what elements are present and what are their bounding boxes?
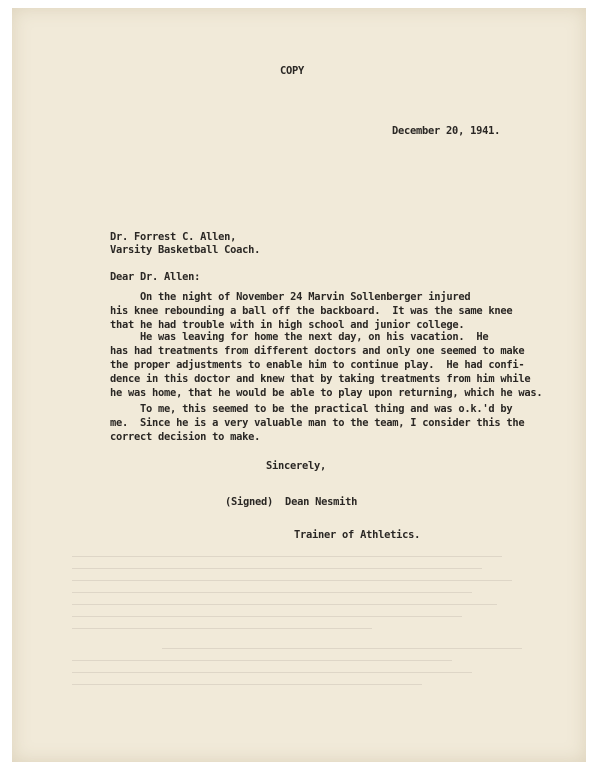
salutation: Dear Dr. Allen: — [110, 271, 201, 283]
paragraph-line: On the night of November 24 Marvin Sollenberger injured — [110, 291, 471, 303]
paragraph-line: me. Since he is a very valuable man to the team, I consider this the — [110, 417, 525, 429]
signature-line: (Signed) Dean Nesmith — [225, 496, 358, 508]
paragraph-line: his knee rebounding a ball off the backboard. It was the same knee — [110, 305, 513, 317]
paragraph-line: the proper adjustments to enable him to continue play. He had confi- — [110, 359, 525, 371]
letter-date: December 20, 1941. — [392, 125, 501, 137]
paragraph-line: that he had trouble with in high school and junior college. — [110, 319, 465, 331]
paragraph-line: To me, this seemed to be the practical thing and was o.k.'d by — [110, 403, 513, 415]
paragraph-line: He was leaving for home the next day, on his vacation. He — [110, 331, 489, 343]
recipient-name: Dr. Forrest C. Allen, — [110, 231, 237, 243]
letter-page — [12, 8, 586, 762]
paragraph-line: he was home, that he would be able to play upon returning, which he was. — [110, 387, 543, 399]
closing: Sincerely, — [266, 460, 327, 472]
recipient-title: Varsity Basketball Coach. — [110, 244, 261, 256]
paragraph-line: correct decision to make. — [110, 431, 261, 443]
copy-label: COPY — [280, 65, 305, 77]
paragraph-line: dence in this doctor and knew that by taking treatments from him while — [110, 373, 531, 385]
paragraph-line: has had treatments from different doctors and only one seemed to make — [110, 345, 525, 357]
signer-title: Trainer of Athletics. — [294, 529, 421, 541]
